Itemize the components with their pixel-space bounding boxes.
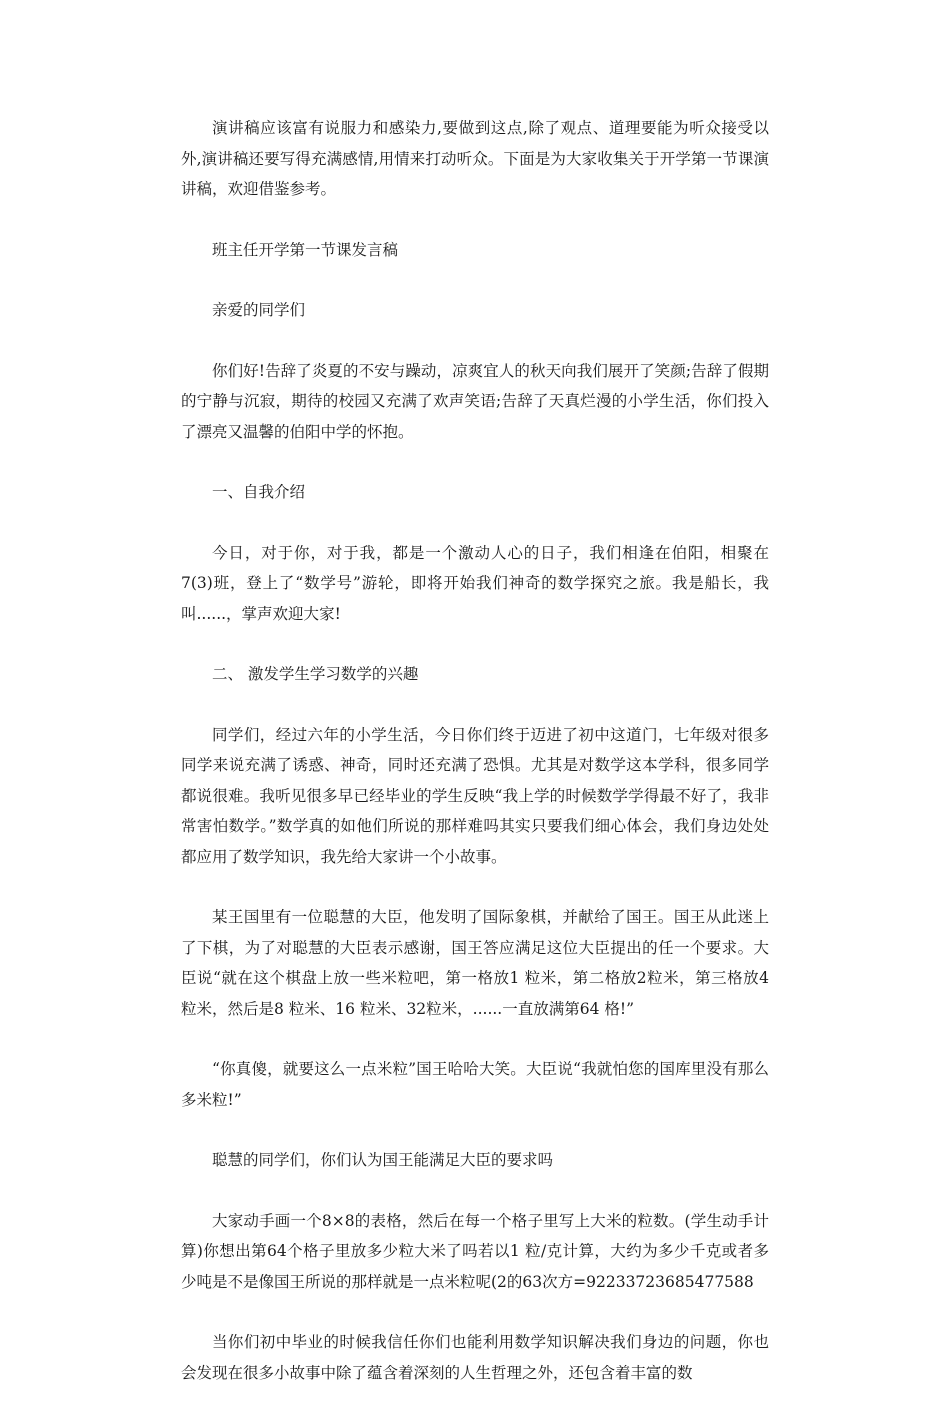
paragraph-section-one-heading: 一、自我介绍 bbox=[212, 483, 306, 501]
document-page bbox=[181, 113, 769, 1418]
paragraph-self-introduction: 今日，对于你，对于我，都是一个激动人心的日子，我们相逢在伯阳，相聚在7(3)班，登上了“数学号”游轮，即将开始我们神奇的数学探究之旅。我是船长，我叫......，掌声欢迎大家! bbox=[181, 543, 769, 623]
paragraph-closing: 当你们初中毕业的时候我信任你们也能利用数学知识解决我们身边的问题，你也会发现在很多小故事中除了蕴含着深刻的人生哲理之外，还包含着丰富的数 bbox=[181, 1333, 769, 1382]
paragraph-salutation: 亲爱的同学们 bbox=[212, 301, 306, 319]
paragraph-greeting: 你们好!告辞了炎夏的不安与躁动，凉爽宜人的秋天向我们展开了笑颜;告辞了假期的宁静与沉寂，期待的校园又充满了欢声笑语;告辞了天真烂漫的小学生活，你们投入了漂亮又温馨的伯阳中学的怀抱。 bbox=[181, 361, 769, 441]
paragraph-math-interest: 同学们，经过六年的小学生活，今日你们终于迈进了初中这道门，七年级对很多同学来说充满了诱惑、神奇，同时还充满了恐惧。尤其是对数学这本学科，很多同学都说很难。我听见很多早已经毕业的学生反映“我上学的时候数学学得最不好了，我非常害怕数学。”数学真的如他们所说的那样难吗其实只要我们细心体会，我们身边处处都应用了数学知识，我先给大家讲一个小故事。 bbox=[181, 725, 769, 866]
paragraph-intro: 演讲稿应该富有说服力和感染力,要做到这点,除了观点、道理要能为听众接受以外,演讲稿还要写得充满感情,用情来打动听众。下面是为大家收集关于开学第一节课演讲稿，欢迎借鉴参考。 bbox=[181, 119, 769, 198]
paragraph-section-two-heading: 二、 激发学生学习数学的兴趣 bbox=[212, 665, 419, 683]
paragraph-chess-story: 某王国里有一位聪慧的大臣，他发明了国际象棋，并献给了国王。国王从此迷上了下棋，为了对聪慧的大臣表示感谢，国王答应满足这位大臣提出的任一个要求。大臣说“就在这个棋盘上放一些米粒吧，第一格放1 粒米，第二格放2粒米，第三格放4 粒米，然后是8 粒米、16 粒米、32粒米，......一直放满第64 格!” bbox=[181, 908, 769, 1018]
paragraph-heading-speech-title: 班主任开学第一节课发言稿 bbox=[212, 240, 399, 259]
paragraph-calculation: 大家动手画一个8×8的表格，然后在每一个格子里写上大米的粒数。(学生动手计算)你想出第64个格子里放多少粒大米了吗若以1 粒/克计算，大约为多少千克或者多少吨是不是像国王所说的那样就是一点米粒呢(2的63次方=92233723685477588 bbox=[181, 1211, 769, 1291]
paragraph-king-laughs: “你真傻，就要这么一点米粒”国王哈哈大笑。大臣说“我就怕您的国库里没有那么多米粒!” bbox=[181, 1060, 769, 1109]
paragraph-question: 聪慧的同学们，你们认为国王能满足大臣的要求吗 bbox=[212, 1151, 554, 1169]
